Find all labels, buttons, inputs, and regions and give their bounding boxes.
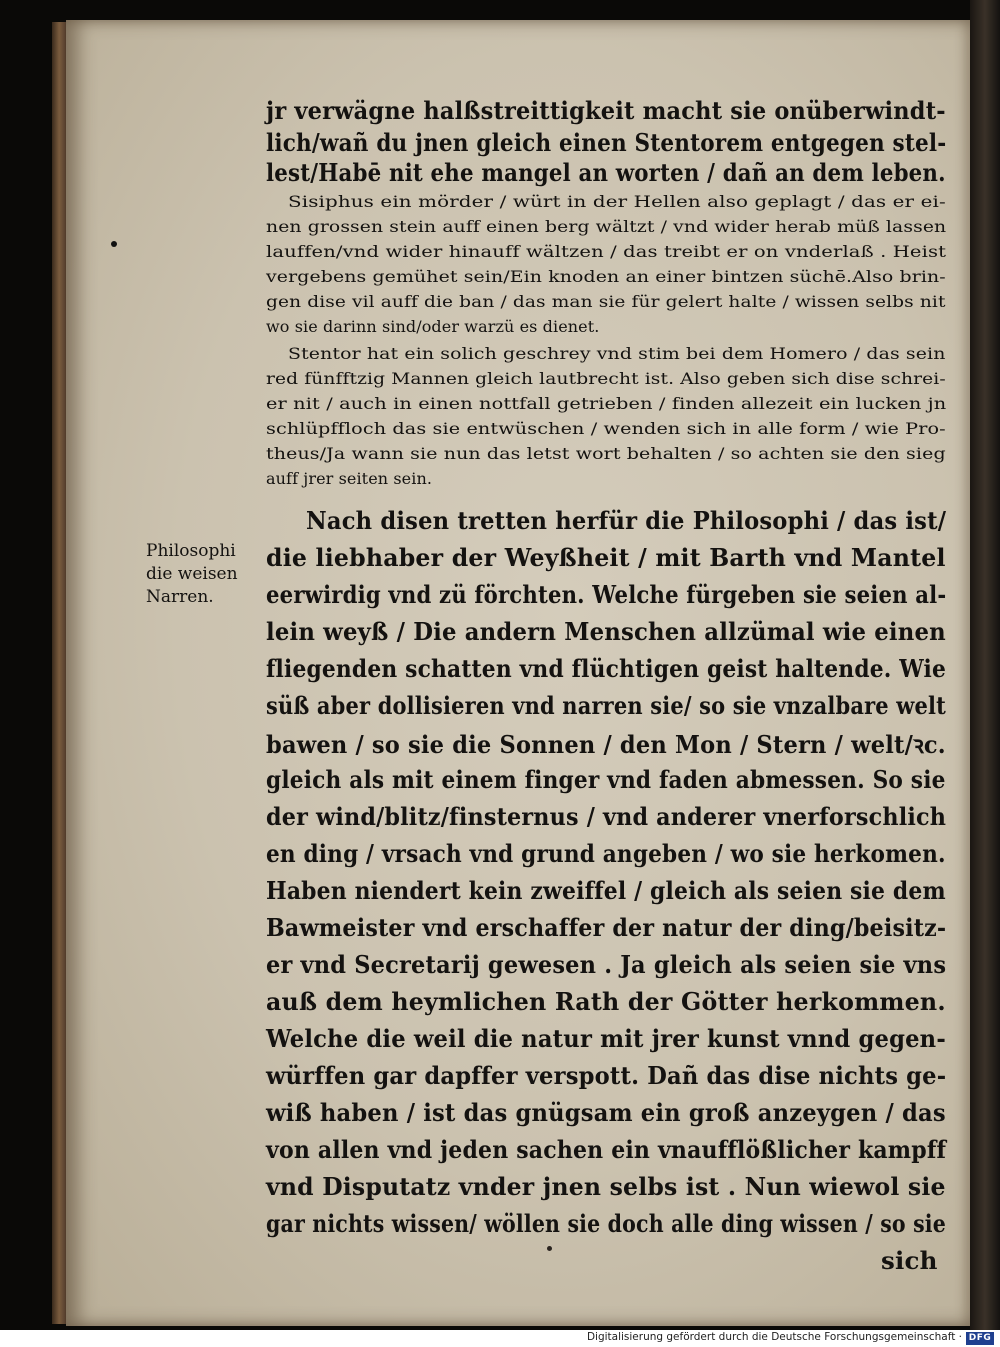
text-line: auß dem heymlichen Rath der Götter herkommen. — [266, 987, 946, 1016]
dfg-logo: DFG — [966, 1332, 994, 1345]
text-line: süß aber dollisieren vnd narren sie/ so sie vnzalbare welt — [266, 691, 946, 720]
text-line: die liebhaber der Weyßheit / mit Barth vnd Mantel — [266, 543, 946, 572]
footer-bar — [0, 1330, 1000, 1347]
text-line: Sisiphus ein mörder / würt in der Hellen also geplagt / das er ei- — [288, 192, 946, 211]
text-line: lest/Habē nit ehe mangel an worten / dañ an dem leben. — [266, 158, 946, 187]
text-line: wo sie darinn sind/oder warzü es dienet. — [266, 317, 600, 336]
text-line: gen dise vil auff die ban / das man sie für gelert halte / wissen selbs nit — [266, 292, 946, 311]
text-line: Nach disen tretten herfür die Philosophi / das ist/ — [306, 506, 947, 535]
marginal-note — [146, 540, 258, 609]
text-line: er vnd Secretarij gewesen . Ja gleich als seien sie vns — [266, 950, 947, 979]
text-line: vnd Disputatz vnder jnen selbs ist . Nun wiewol sie — [266, 1172, 946, 1201]
text-line: jr verwägne halßstreittigkeit macht sie onüberwindt- — [266, 96, 946, 125]
text-line: eerwirdig vnd zü förchten. Welche fürgeben sie seien al- — [266, 580, 947, 609]
text-line: lein weyß / Die andern Menschen allzümal wie einen — [266, 617, 946, 646]
text-line: lauffen/vnd wider hinauff wältzen / das treibt er on vnderlaß . Heist — [266, 242, 947, 261]
text-line: er nit / auch in einen nottfall getrieben / finden allezeit ein lucken jn — [266, 394, 947, 413]
text-line: von allen vnd jeden sachen ein vnaufflößlicher kampff — [266, 1135, 947, 1164]
text-line: en ding / vrsach vnd grund angeben / wo sie herkomen. — [266, 839, 946, 868]
text-line: Welche die weil die natur mit jrer kunst vnnd gegen- — [266, 1024, 946, 1053]
text-line: gleich als mit einem finger vnd faden abmessen. So sie — [266, 765, 946, 794]
footer-credit: Digitalisierung gefördert durch die Deutsche Forschungsgemeinschaft · — [586, 1331, 962, 1343]
margin-mark — [111, 241, 117, 247]
text-line: würffen gar dapffer verspott. Dañ das dise nichts ge- — [266, 1061, 947, 1090]
text-line: auff jrer seiten sein. — [266, 469, 433, 488]
marginal-note-line: die weisen — [146, 564, 238, 584]
text-line: fliegenden schatten vnd flüchtigen geist haltende. Wie — [266, 654, 947, 683]
text-line: bawen / so sie die Sonnen / den Mon / Stern / welt/ꝛc. — [266, 730, 946, 759]
text-line: Haben niendert kein zweiffel / gleich als seien sie dem — [266, 876, 946, 905]
marginal-note-line: Philosophi — [146, 541, 236, 561]
text-line: Stentor hat ein solich geschrey vnd stim bei dem Homero / das sein — [288, 344, 946, 363]
page-right-edge — [970, 0, 1000, 1330]
text-line: Bawmeister vnd erschaffer der natur der ding/beisitz- — [266, 913, 947, 942]
text-line: vergebens gemühet sein/Ein knoden an einer bintzen süchē.Also brin- — [266, 267, 946, 286]
text-line: lich/wañ du jnen gleich einen Stentorem entgegen stel- — [266, 128, 947, 157]
paper-spot — [547, 1246, 552, 1251]
marginal-note-line: Narren. — [146, 587, 214, 607]
text-line: sich — [881, 1246, 938, 1275]
text-line: theus/Ja wann sie nun das letst wort behalten / so achten sie den sieg — [266, 444, 946, 463]
text-line: nen grossen stein auff einen berg wältzt / vnd wider herab müß lassen — [266, 217, 947, 236]
text-line: gar nichts wissen/ wöllen sie doch alle ding wissen / so sie — [266, 1209, 946, 1238]
text-line: der wind/blitz/finsternus / vnd anderer vnerforschlich — [266, 802, 947, 831]
text-line: red fünfftzig Mannen gleich lautbrecht ist. Also geben sich dise schrei- — [266, 369, 946, 388]
text-line: wiß haben / ist das gnügsam ein groß anzeygen / das — [266, 1098, 946, 1127]
text-line: schlüpffloch das sie entwüschen / wenden sich in alle form / wie Pro- — [266, 419, 946, 438]
